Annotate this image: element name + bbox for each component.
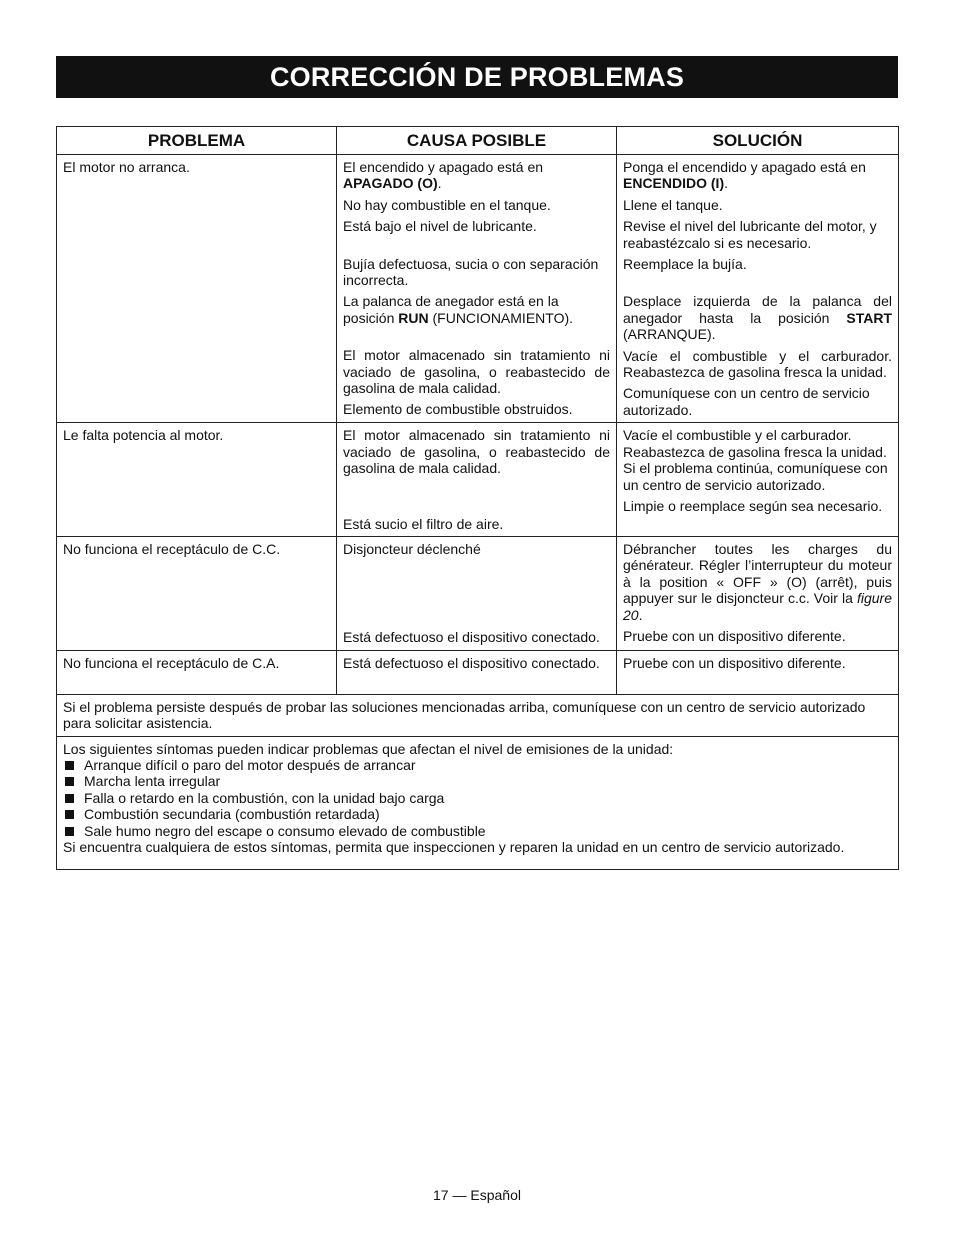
note-text: Si el problema persiste después de probar las soluciones mencionadas arriba, comuníquese con un centro de servicio autorizado para solicitar asistencia.	[63, 698, 866, 732]
emissions-outro: Si encuentra cualquiera de estos síntomas, permita que inspeccionen y reparen la unidad en un centro de servicio autorizado.	[63, 838, 845, 855]
solution-punct: .	[638, 606, 643, 623]
symptom-list	[63, 757, 892, 839]
cause-entry: El motor almacenado sin tratamiento ni vaciado de gasolina, o reabastecido de gasolina de mala calidad.	[343, 427, 610, 477]
solution-text: (ARRANQUE).	[623, 326, 716, 343]
square-bullet-icon	[65, 777, 74, 786]
solution-entry	[623, 293, 892, 342]
cause-entry	[343, 293, 610, 326]
list-item	[63, 757, 892, 773]
cause-bold: APAGADO (O)	[343, 175, 438, 192]
symptom-text: Combustión secundaria (combustión retardada)	[84, 806, 380, 823]
symptom-text: Falla o retardo en la combustión, con la unidad bajo carga	[84, 789, 445, 806]
list-item	[63, 806, 892, 822]
problem-text: Le falta potencia al motor.	[63, 427, 224, 444]
solution-cell	[617, 155, 899, 423]
problem-cell	[57, 650, 337, 694]
solution-entry	[623, 541, 892, 623]
square-bullet-icon	[65, 761, 74, 770]
cause-punct: .	[437, 175, 442, 192]
square-bullet-icon	[65, 794, 74, 803]
solution-entry: Llene el tanque.	[623, 196, 723, 213]
solution-cell	[617, 423, 899, 537]
problem-text: No funciona el receptáculo de C.C.	[63, 540, 281, 557]
problem-cell	[57, 536, 337, 650]
solution-cell	[617, 536, 899, 650]
solution-bold: START	[846, 309, 893, 326]
cause-entry: Bujía defectuosa, sucia o con separación incorrecta.	[343, 255, 599, 289]
cause-cell	[337, 423, 617, 537]
solution-cell	[617, 650, 899, 694]
table-row	[57, 536, 899, 650]
solution-entry: Revise el nivel del lubricante del motor, y reabastézcalo si es necesario.	[623, 218, 877, 251]
solution-entry: Pruebe con un dispositivo diferente.	[623, 654, 846, 671]
solution-entry: Reemplace la bujía.	[623, 256, 747, 273]
problem-cell	[57, 155, 337, 423]
cause-entry: No hay combustible en el tanque.	[343, 196, 551, 213]
solution-italic: figure 20	[623, 590, 892, 623]
solution-entry: Limpie o reemplace según sea necesario.	[623, 497, 883, 514]
troubleshooting-table	[56, 126, 899, 870]
header-problema: PROBLEMA	[57, 127, 337, 155]
solution-entry	[623, 159, 892, 192]
solution-entry: Vacíe el combustible y el carburador. Reabastezca de gasolina fresca la unidad. Si el problema continúa, comuníquese con un centro de servicio autorizado.	[623, 427, 888, 493]
cause-entry: Está defectuoso el dispositivo conectado.	[343, 629, 600, 646]
cause-entry: Elemento de combustible obstruidos.	[343, 401, 573, 418]
solution-text: Débrancher toutes les charges du générateur. Régler l’interrupteur du moteur à la position « OFF » (O) (arrêt), puis appuyer sur le disjoncteur c.c. Voir la	[623, 540, 892, 607]
header-solucion: SOLUCIÓN	[617, 127, 899, 155]
solution-text: Desplace izquierda de la palanca del anegador hasta la posición	[623, 293, 892, 326]
note-cell	[57, 694, 899, 736]
solution-entry: Pruebe con un dispositivo diferente.	[623, 627, 846, 644]
solution-text: Ponga el encendido y apagado está en	[623, 159, 866, 175]
note-row	[57, 694, 899, 736]
cause-text: (FUNCIONAMIENTO).	[432, 309, 574, 326]
solution-bold: ENCENDIDO (I)	[623, 175, 725, 192]
solution-entry: Comuníquese con un centro de servicio autorizado.	[623, 385, 870, 418]
problem-cell	[57, 423, 337, 537]
cause-entry: Está sucio el filtro de aire.	[343, 515, 504, 532]
list-item	[63, 823, 892, 839]
table-row	[57, 650, 899, 694]
cause-entry: Está bajo el nivel de lubricante.	[343, 218, 537, 235]
cause-entry: Está defectuoso el dispositivo conectado.	[343, 654, 600, 671]
cause-cell	[337, 155, 617, 423]
emissions-intro: Los siguientes síntomas pueden indicar problemas que afectan el nivel de emisiones de la unidad:	[63, 740, 674, 757]
list-item	[63, 790, 892, 806]
cause-entry	[343, 159, 610, 192]
table-row	[57, 423, 899, 537]
cause-text: El encendido y apagado está en	[343, 159, 544, 175]
symptom-text: Marcha lenta irregular	[84, 773, 221, 790]
cause-cell	[337, 536, 617, 650]
cause-text: La palanca de anegador está en la posición	[343, 293, 559, 326]
emissions-row	[57, 736, 899, 870]
table-row	[57, 155, 899, 423]
list-item	[63, 773, 892, 789]
square-bullet-icon	[65, 827, 74, 836]
cause-bold: RUN	[398, 309, 429, 326]
page-footer: 17 — Español	[433, 1187, 521, 1203]
cause-entry: Disjoncteur déclenché	[343, 540, 481, 557]
square-bullet-icon	[65, 810, 74, 819]
page-title: CORRECCIÓN DE PROBLEMAS	[56, 56, 898, 98]
header-causa-posible: CAUSA POSIBLE	[337, 127, 617, 155]
solution-punct: .	[724, 175, 729, 192]
cause-cell	[337, 650, 617, 694]
solution-entry: Vacíe el combustible y el carburador. Reabastezca de gasolina fresca la unidad.	[623, 347, 892, 381]
table-header-row	[57, 127, 899, 155]
problem-text: El motor no arranca.	[63, 159, 190, 175]
problem-text: No funciona el receptáculo de C.A.	[63, 654, 280, 671]
symptom-text: Sale humo negro del escape o consumo elevado de combustible	[84, 822, 486, 839]
cause-entry: El motor almacenado sin tratamiento ni vaciado de gasolina, o reabastecido de gasolina de mala calidad.	[343, 347, 610, 397]
symptom-text: Arranque difícil o paro del motor después de arrancar	[84, 756, 416, 773]
emissions-cell	[57, 736, 899, 870]
